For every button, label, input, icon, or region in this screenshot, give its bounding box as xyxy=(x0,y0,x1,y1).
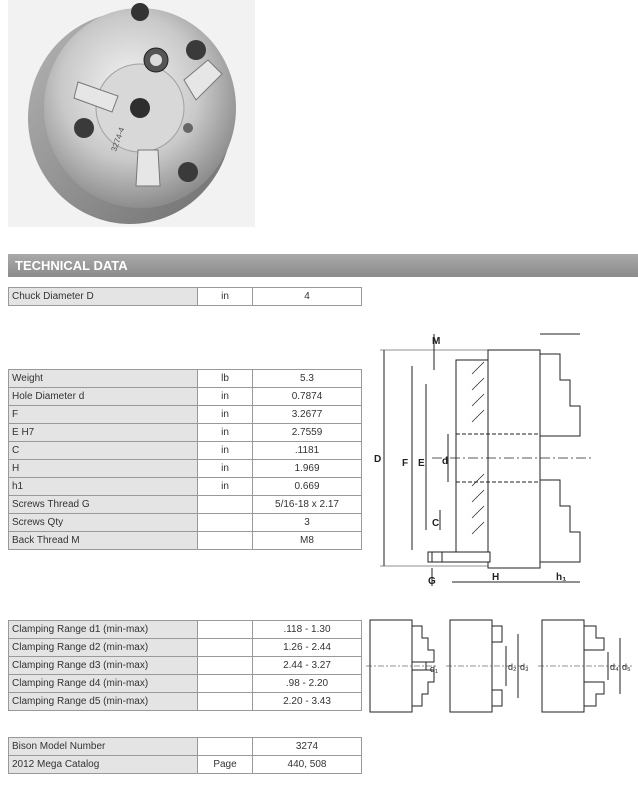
spec-label: H xyxy=(9,460,198,478)
spec-value: .118 - 1.30 xyxy=(253,621,362,639)
table-row xyxy=(9,288,362,306)
spec-unit: in xyxy=(198,406,253,424)
spec-value: 0.669 xyxy=(253,478,362,496)
table-row xyxy=(9,514,362,532)
dim-label-h1: h₁ xyxy=(556,572,567,583)
clamp-label-d1: d₁ xyxy=(430,664,439,674)
spec-label: 2012 Mega Catalog xyxy=(9,756,198,774)
spec-value: 3274 xyxy=(253,738,362,756)
spec-unit xyxy=(198,496,253,514)
spec-unit: in xyxy=(198,388,253,406)
spec-label: Screws Qty xyxy=(9,514,198,532)
table-row xyxy=(9,693,362,711)
table-row xyxy=(9,406,362,424)
spec-label: h1 xyxy=(9,478,198,496)
chuck-cross-section-diagram xyxy=(372,330,634,592)
chuck-diameter-table xyxy=(8,287,362,306)
spec-value: 1.26 - 2.44 xyxy=(253,639,362,657)
table-row xyxy=(9,657,362,675)
chuck-image xyxy=(8,0,255,227)
spec-value: 5.3 xyxy=(253,370,362,388)
table-row xyxy=(9,756,362,774)
table-row xyxy=(9,496,362,514)
spec-value: 3.2677 xyxy=(253,406,362,424)
clamp-diagram-d1 xyxy=(366,620,438,712)
spec-unit: Page xyxy=(198,756,253,774)
dim-label-F: F xyxy=(402,458,409,469)
spec-unit: in xyxy=(198,442,253,460)
technical-data-header: TECHNICAL DATA xyxy=(8,254,638,277)
spec-label: Chuck Diameter D xyxy=(9,288,198,306)
clamp-label-d4: d₄ xyxy=(610,662,619,672)
clamp-label-d5: d₅ xyxy=(622,662,631,672)
spec-label: Screws Thread G xyxy=(9,496,198,514)
spec-label: Bison Model Number xyxy=(9,738,198,756)
dim-label-E: E xyxy=(418,458,425,469)
spec-value: 4 xyxy=(253,288,362,306)
spec-label: Hole Diameter d xyxy=(9,388,198,406)
dimensions-table xyxy=(8,369,362,550)
engraving-text: 3274-4 xyxy=(109,126,127,153)
spec-label: Clamping Range d2 (min-max) xyxy=(9,639,198,657)
table-row xyxy=(9,424,362,442)
dim-label-d: d xyxy=(442,456,449,467)
spec-unit xyxy=(198,693,253,711)
spec-value: 2.44 - 3.27 xyxy=(253,657,362,675)
spec-unit: in xyxy=(198,424,253,442)
dim-label-H: H xyxy=(492,572,500,583)
spec-value: 2.7559 xyxy=(253,424,362,442)
product-photo xyxy=(8,0,255,227)
clamping-range-diagrams xyxy=(366,612,634,720)
table-row xyxy=(9,532,362,550)
spec-label: Clamping Range d5 (min-max) xyxy=(9,693,198,711)
table-row xyxy=(9,442,362,460)
spec-unit xyxy=(198,639,253,657)
spec-unit xyxy=(198,738,253,756)
spec-value: .1181 xyxy=(253,442,362,460)
spec-unit: lb xyxy=(198,370,253,388)
spec-value: 2.20 - 3.43 xyxy=(253,693,362,711)
table-row xyxy=(9,370,362,388)
table-row xyxy=(9,675,362,693)
clamping-range-table xyxy=(8,620,362,711)
spec-label: Clamping Range d1 (min-max) xyxy=(9,621,198,639)
table-row xyxy=(9,639,362,657)
spec-label: Back Thread M xyxy=(9,532,198,550)
dim-label-C: C xyxy=(432,518,440,529)
dim-label-M: M xyxy=(432,336,441,347)
table-row xyxy=(9,388,362,406)
spec-value: .98 - 2.20 xyxy=(253,675,362,693)
spec-label: E H7 xyxy=(9,424,198,442)
spec-label: C xyxy=(9,442,198,460)
spec-value: 440, 508 xyxy=(253,756,362,774)
catalog-info-table xyxy=(8,737,362,774)
spec-label: F xyxy=(9,406,198,424)
spec-label: Clamping Range d3 (min-max) xyxy=(9,657,198,675)
spec-value: M8 xyxy=(253,532,362,550)
spec-unit: in xyxy=(198,460,253,478)
spec-value: 3 xyxy=(253,514,362,532)
spec-label: Clamping Range d4 (min-max) xyxy=(9,675,198,693)
table-row xyxy=(9,738,362,756)
dim-label-D: D xyxy=(374,454,382,465)
spec-label: Weight xyxy=(9,370,198,388)
table-row xyxy=(9,621,362,639)
clamp-label-d3: d₃ xyxy=(520,662,529,672)
spec-value: 0.7874 xyxy=(253,388,362,406)
spec-unit xyxy=(198,514,253,532)
spec-value: 5/16-18 x 2.17 xyxy=(253,496,362,514)
spec-unit: in xyxy=(198,478,253,496)
spec-unit xyxy=(198,657,253,675)
spec-unit: in xyxy=(198,288,253,306)
clamp-diagram-d2-d3 xyxy=(446,620,530,712)
table-row xyxy=(9,460,362,478)
spec-unit xyxy=(198,675,253,693)
spec-unit xyxy=(198,532,253,550)
spec-unit xyxy=(198,621,253,639)
clamp-label-d2: d₂ xyxy=(508,662,517,672)
table-row xyxy=(9,478,362,496)
dim-label-G: G xyxy=(428,576,436,587)
spec-value: 1.969 xyxy=(253,460,362,478)
